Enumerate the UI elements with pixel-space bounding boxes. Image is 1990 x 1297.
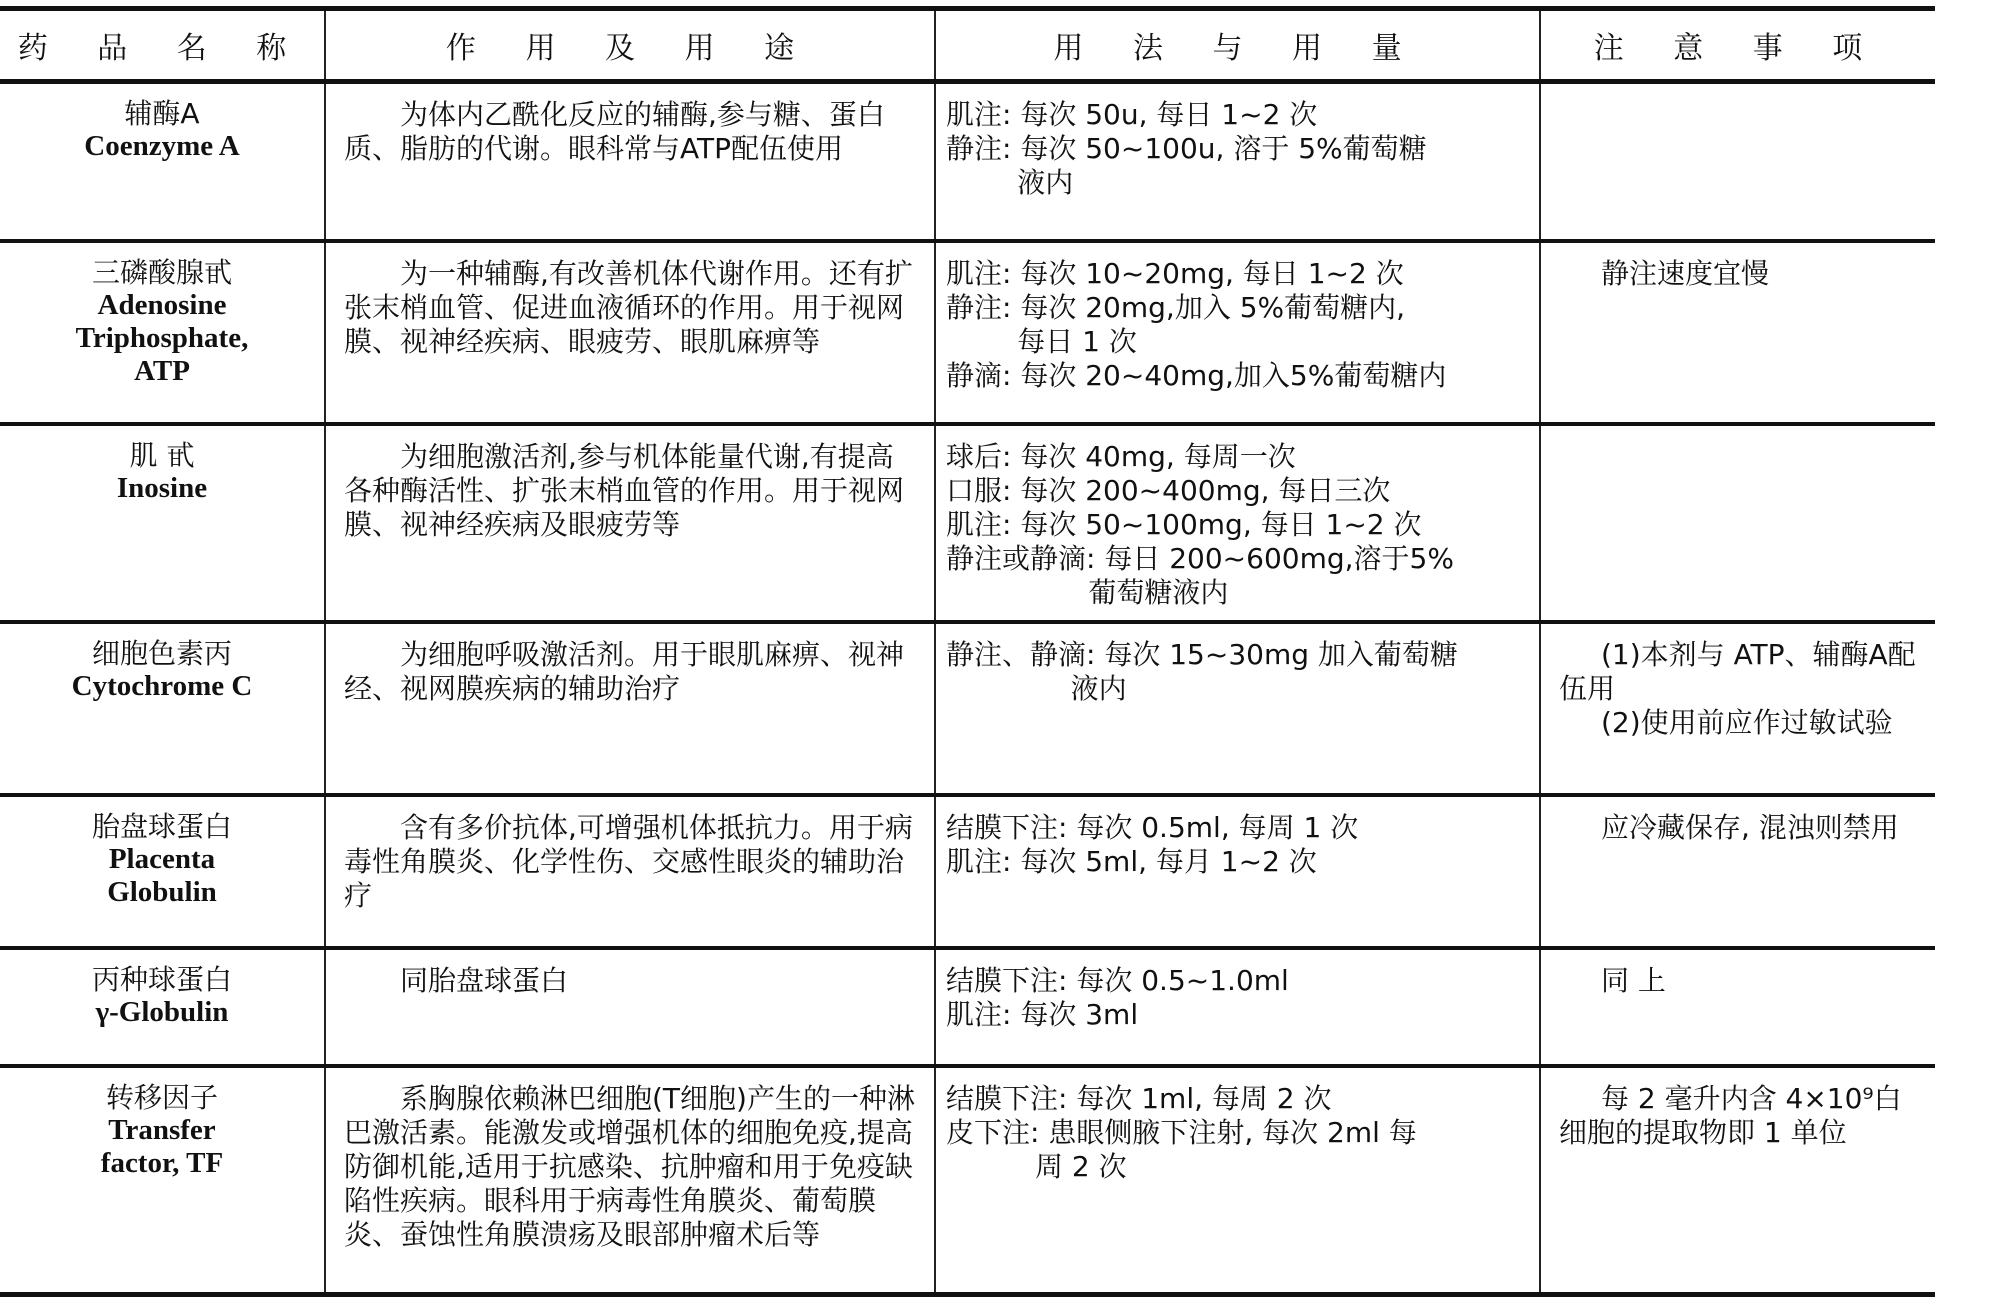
drug-name-chinese: 转移因子: [105, 1081, 218, 1114]
notes-text: (2)使用前应作过敏试验: [1601, 706, 1893, 739]
drug-name-english: Coenzyme A: [84, 130, 240, 162]
drug-name-chinese: 三磷酸腺甙: [91, 256, 232, 289]
dosage-cell: [935, 82, 1540, 242]
action-use-text: 同胎盘球蛋白: [400, 964, 569, 997]
action-use-text: 为细胞呼吸激活剂。用于眼肌麻痹、视神经、视网膜疾病的辅助治疗: [344, 638, 905, 705]
table-row: [0, 424, 1935, 622]
dosage-line: 液内: [946, 672, 1127, 705]
action-use-cell: [325, 424, 935, 622]
table-row: [0, 241, 1935, 424]
header-drug-name: 药 品 名 称: [0, 9, 325, 82]
dosage-cell: [935, 1066, 1540, 1295]
dosage-line: 静滴: 每次 20~40mg,加入5%葡萄糖内: [946, 359, 1447, 392]
drug-name-cell: [0, 241, 325, 424]
drug-name-cell: [0, 82, 325, 242]
dosage-line: 静注: 每次 20mg,加入 5%葡萄糖内,: [946, 291, 1406, 324]
drug-name-english: Inosine: [116, 472, 208, 504]
table-row: [0, 622, 1935, 795]
dosage-cell: [935, 948, 1540, 1066]
dosage-cell: [935, 795, 1540, 948]
action-use-cell: [325, 82, 935, 242]
dosage-line: 结膜下注: 每次 1ml, 每周 2 次: [946, 1082, 1332, 1115]
header-notes: 注 意 事 项: [1540, 9, 1935, 82]
dosage-line: 肌注: 每次 10~20mg, 每日 1~2 次: [946, 257, 1404, 290]
table-row: [0, 82, 1935, 242]
dosage-line: 皮下注: 患眼侧腋下注射, 每次 2ml 每: [946, 1116, 1417, 1149]
drug-name-english: Placenta: [108, 843, 216, 875]
notes-cell: [1540, 1066, 1935, 1295]
drug-name-chinese: 肌 甙: [129, 439, 195, 472]
notes-text: 应冷藏保存, 混浊则禁用: [1601, 811, 1899, 844]
dosage-cell: [935, 241, 1540, 424]
dosage-line: 葡萄糖液内: [946, 576, 1229, 609]
action-use-cell: [325, 948, 935, 1066]
table-row: [0, 795, 1935, 948]
drug-name-cell: [0, 622, 325, 795]
notes-cell: [1540, 82, 1935, 242]
table-row: [0, 1066, 1935, 1295]
dosage-line: 肌注: 每次 50u, 每日 1~2 次: [946, 98, 1318, 131]
notes-text: 同 上: [1601, 964, 1666, 997]
dosage-cell: [935, 424, 1540, 622]
action-use-cell: [325, 1066, 935, 1295]
drug-name-cell: [0, 1066, 325, 1295]
dosage-line: 肌注: 每次 3ml: [946, 998, 1139, 1031]
dosage-line: 每日 1 次: [946, 325, 1137, 358]
notes-cell: [1540, 795, 1935, 948]
drug-table: [0, 6, 1935, 1297]
dosage-line: 结膜下注: 每次 0.5~1.0ml: [946, 964, 1289, 997]
drug-name-cell: [0, 795, 325, 948]
dosage-line: 球后: 每次 40mg, 每周一次: [946, 440, 1296, 473]
drug-name-english: factor, TF: [100, 1147, 224, 1179]
header-dosage: 用 法 与 用 量: [935, 9, 1540, 82]
drug-name-chinese: 胎盘球蛋白: [91, 810, 232, 843]
notes-cell: [1540, 622, 1935, 795]
action-use-text: 系胸腺依赖淋巴细胞(T细胞)产生的一种淋巴激活素。能激发或增强机体的细胞免疫,提高防御机能,适用于抗感染、抗肿瘤和用于免疫缺陷性疾病。眼科用于病毒性角膜炎、葡萄膜炎、蚕蚀性角膜溃疡及眼部肿瘤术后等: [344, 1082, 915, 1251]
dosage-line: 结膜下注: 每次 0.5ml, 每周 1 次: [946, 811, 1359, 844]
drug-name-chinese: 辅酶A: [124, 97, 200, 130]
notes-text: 每 2 毫升内含 4×10⁹白细胞的提取物即 1 单位: [1559, 1082, 1902, 1149]
table-row: [0, 948, 1935, 1066]
dosage-line: 肌注: 每次 50~100mg, 每日 1~2 次: [946, 508, 1422, 541]
dosage-line: 静注、静滴: 每次 15~30mg 加入葡萄糖: [946, 638, 1458, 671]
drug-name-english: γ-Globulin: [95, 996, 229, 1028]
drug-name-english: Cytochrome C: [71, 670, 253, 702]
drug-name-english: ATP: [134, 355, 190, 387]
drug-name-english: Triphosphate,: [75, 322, 249, 354]
dosage-line: 静注或静滴: 每日 200~600mg,溶于5%: [946, 542, 1454, 575]
table-body: [0, 82, 1935, 1295]
action-use-text: 为一种辅酶,有改善机体代谢作用。还有扩张末梢血管、促进血液循环的作用。用于视网膜、视神经疾病、眼疲劳、眼肌麻痹等: [344, 257, 913, 358]
dosage-line: 周 2 次: [946, 1150, 1127, 1183]
drug-name-english: Globulin: [107, 876, 217, 908]
action-use-text: 为细胞激活剂,参与机体能量代谢,有提高各种酶活性、扩张末梢血管的作用。用于视网膜、视神经疾病及眼疲劳等: [344, 440, 905, 541]
notes-cell: [1540, 948, 1935, 1066]
drug-name-chinese: 丙种球蛋白: [91, 963, 232, 996]
notes-text: (1)本剂与 ATP、辅酶A配伍用: [1559, 638, 1916, 705]
drug-name-cell: [0, 948, 325, 1066]
dosage-line: 液内: [946, 166, 1074, 199]
drug-name-english: Transfer: [108, 1114, 216, 1146]
action-use-cell: [325, 795, 935, 948]
notes-cell: [1540, 241, 1935, 424]
notes-text: 静注速度宜慢: [1601, 257, 1770, 290]
dosage-line: 口服: 每次 200~400mg, 每日三次: [946, 474, 1391, 507]
action-use-cell: [325, 622, 935, 795]
drug-name-chinese: 细胞色素丙: [91, 637, 232, 670]
drug-name-english: Adenosine: [97, 289, 227, 321]
action-use-text: 含有多价抗体,可增强机体抵抗力。用于病毒性角膜炎、化学性伤、交感性眼炎的辅助治疗: [344, 811, 913, 912]
header-action-use: 作 用 及 用 途: [325, 9, 935, 82]
notes-cell: [1540, 424, 1935, 622]
action-use-cell: [325, 241, 935, 424]
header-row: [0, 9, 1935, 82]
action-use-text: 为体内乙酰化反应的辅酶,参与糖、蛋白质、脂肪的代谢。眼科常与ATP配伍使用: [344, 98, 885, 165]
dosage-cell: [935, 622, 1540, 795]
dosage-line: 肌注: 每次 5ml, 每月 1~2 次: [946, 845, 1317, 878]
drug-name-cell: [0, 424, 325, 622]
dosage-line: 静注: 每次 50~100u, 溶于 5%葡萄糖: [946, 132, 1427, 165]
